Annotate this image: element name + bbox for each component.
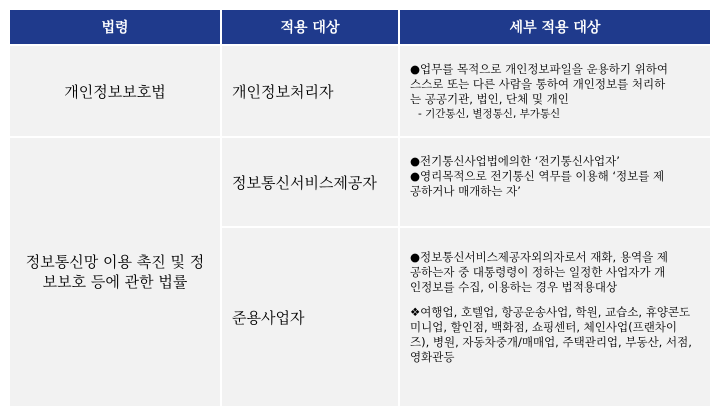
- row1-target-text: 개인정보처리자: [232, 82, 334, 101]
- law-table: [10, 10, 710, 406]
- row2b-list-line: 영화관등: [410, 350, 455, 364]
- row2-law-line: 정보통신망 이용 촉진 및 정: [25, 253, 205, 271]
- row2b-detail: [400, 228, 710, 406]
- spacer: [410, 295, 700, 305]
- row2a-target: [222, 138, 398, 226]
- row2-law: [10, 138, 220, 406]
- row2b-detail-line: 인정보를 수집, 이용하는 경우 법적용대상: [410, 280, 618, 294]
- row2a-detail: [400, 138, 710, 226]
- row2-law-line: 보보호 등에 관한 법률: [42, 273, 188, 291]
- row1-detail: [400, 46, 710, 136]
- row2b-detail-line: 공하는자 중 대통령령이 정하는 일정한 사업자가 개: [410, 265, 666, 279]
- row1-law: [10, 46, 220, 136]
- header-target: 적용 대상: [222, 10, 398, 44]
- row2b-detail-line: ●정보통신서비스제공자외의자로서 재화, 용역을 제: [410, 250, 668, 264]
- row2a-detail-line: ●영리목적으로 전기통신 역무를 이용해 ‘정보를 제: [410, 169, 665, 183]
- header-detail: 세부 적용 대상: [400, 10, 710, 44]
- row1-detail-line: 스스로 또는 다른 사람을 통하여 개인정보를 처리하: [410, 77, 666, 91]
- row2b-list-line: 미니업, 할인점, 백화점, 쇼핑센터, 체인사업(프랜차이: [410, 320, 678, 334]
- row2b-list-line: ❖여행업, 호텔업, 항공운송사업, 학원, 교습소, 휴양콘도: [410, 305, 691, 319]
- row2b-target: [222, 228, 398, 406]
- row2a-target-text: 정보통신서비스제공자: [232, 173, 377, 192]
- row2a-detail-line: 공하거나 매개하는 자’: [410, 184, 521, 198]
- row1-detail-line: ●업무를 목적으로 개인정보파일을 운용하기 위하여: [410, 62, 668, 76]
- row2a-detail-line: ●전기통신사업법에의한 ‘전기통신사업자’: [410, 154, 620, 168]
- row1-detail-sub: - 기간통신, 별정통신, 부가통신: [418, 108, 561, 120]
- header-law: 법령: [10, 10, 220, 44]
- row1-detail-line: 는 공공기관, 법인, 단체 및 개인: [410, 92, 569, 106]
- row1-law-text: 개인정보보호법: [64, 82, 166, 101]
- row1-target: [222, 46, 398, 136]
- row2b-list-line: 즈), 병원, 자동차중개/매매업, 주택관리업, 부동산, 서점,: [410, 335, 692, 349]
- row2b-target-text: 준용사업자: [232, 308, 305, 327]
